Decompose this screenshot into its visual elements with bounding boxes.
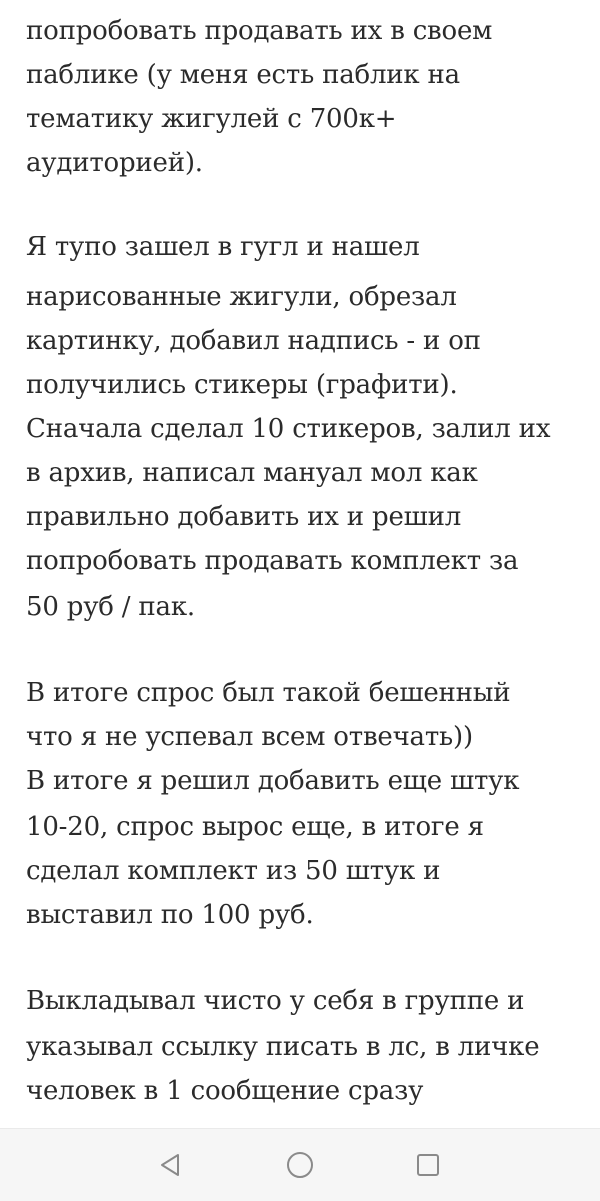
text-line: картинку, добавил надпись - и оп bbox=[26, 326, 481, 356]
text-line: паблике (у меня есть паблик на bbox=[26, 60, 460, 90]
text-line: человек в 1 сообщение сразу bbox=[26, 1076, 424, 1106]
triangle-back-icon bbox=[157, 1152, 183, 1178]
article-text bbox=[26, 0, 582, 1128]
circle-home-icon bbox=[285, 1150, 315, 1180]
system-navigation-bar bbox=[0, 1128, 600, 1201]
home-button[interactable] bbox=[282, 1147, 318, 1183]
text-line: указывал ссылку писать в лс, в личке bbox=[26, 1032, 540, 1062]
text-line: тематику жигулей с 700к+ bbox=[26, 104, 397, 134]
text-line: в архив, написал мануал мол как bbox=[26, 458, 478, 488]
text-line: В итоге спрос был такой бешенный bbox=[26, 678, 511, 708]
text-line: 10-20, спрос вырос еще, в итоге я bbox=[26, 812, 484, 842]
text-line: 50 руб / пак. bbox=[26, 592, 195, 622]
text-line: В итоге я решил добавить еще штук bbox=[26, 766, 520, 796]
text-line: Я тупо зашел в гугл и нашел bbox=[26, 232, 420, 262]
text-line: Сначала сделал 10 стикеров, залил их bbox=[26, 414, 551, 444]
text-line: правильно добавить их и решил bbox=[26, 502, 462, 532]
text-line: получились стикеры (графити). bbox=[26, 370, 458, 400]
text-line: аудиторией). bbox=[26, 148, 203, 178]
text-line: Выкладывал чисто у себя в группе и bbox=[26, 986, 525, 1016]
text-line: сделал комплект из 50 штук и bbox=[26, 856, 441, 886]
text-line: выставил по 100 руб. bbox=[26, 900, 314, 930]
text-line: что я не успевал всем отвечать)) bbox=[26, 722, 473, 752]
back-button[interactable] bbox=[152, 1147, 188, 1183]
recents-button[interactable] bbox=[410, 1147, 446, 1183]
text-line: нарисованные жигули, обрезал bbox=[26, 282, 457, 312]
text-line: попробовать продавать комплект за bbox=[26, 546, 519, 576]
square-recents-icon bbox=[415, 1152, 441, 1178]
text-line: попробовать продавать их в своем bbox=[26, 16, 493, 46]
